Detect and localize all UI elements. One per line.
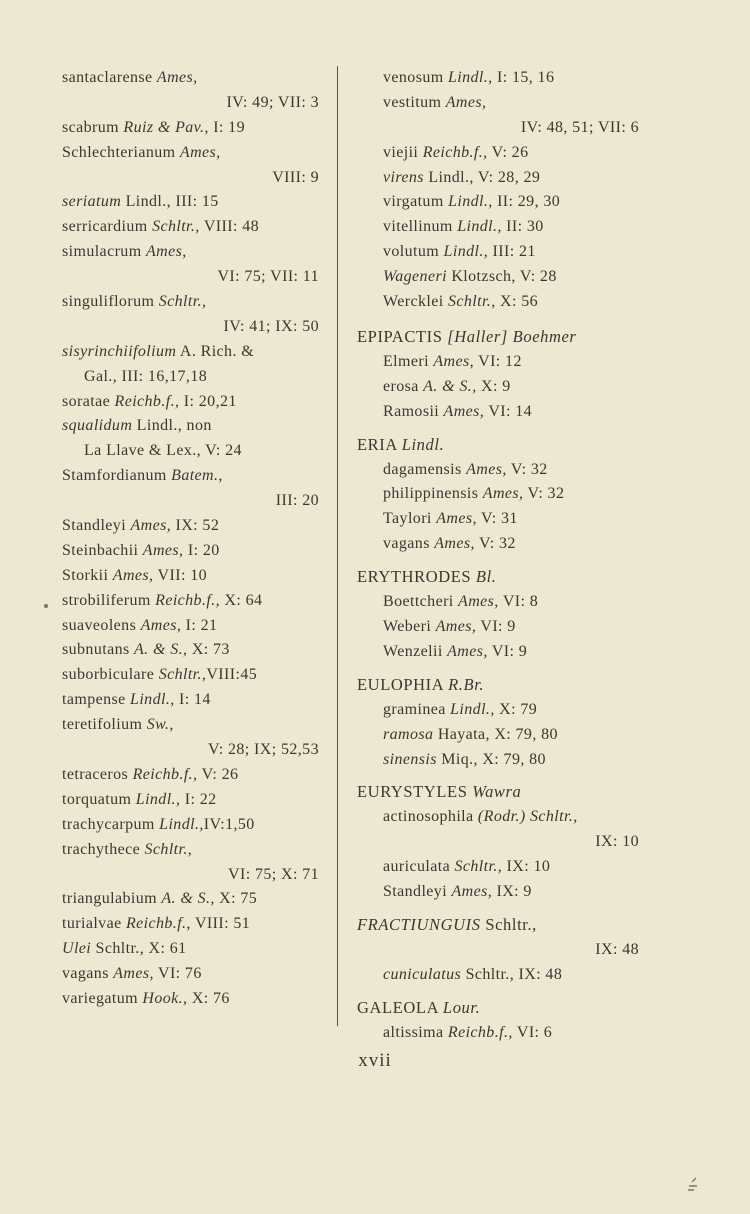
index-entry: variegatum Hook., X: 76 xyxy=(62,989,230,1007)
index-entry-synonym: ramosa Hayata, X: 79, 80 xyxy=(383,725,558,743)
index-entry-synonym: seriatum Lindl., III: 15 xyxy=(62,193,219,211)
genus-heading: ERYTHRODES Bl. xyxy=(357,567,497,587)
margin-mark-icon xyxy=(686,1176,700,1192)
index-entry-synonym: sisyrinchiifolium A. Rich. & xyxy=(62,342,255,360)
index-entry-synonym: virens Lindl., V: 28, 29 xyxy=(383,168,541,186)
index-entry: actinosophila (Rodr.) Schltr., xyxy=(383,808,578,826)
index-entry-continuation: VIII: 9 xyxy=(272,168,319,186)
index-entry: Weberi Ames, VI: 9 xyxy=(383,618,516,636)
index-entry: philippinensis Ames, V: 32 xyxy=(383,485,565,503)
index-entry: singuliflorum Schltr., xyxy=(62,293,207,311)
index-entry: venosum Lindl., I: 15, 16 xyxy=(383,69,555,86)
index-column-right xyxy=(357,66,657,1046)
index-entry: strobiliferum Reichb.f., X: 64 xyxy=(62,591,263,609)
index-entry: Wercklei Schltr., X: 56 xyxy=(383,293,539,311)
index-entry: Elmeri Ames, VI: 12 xyxy=(383,352,522,370)
index-entry: auriculata Schltr., IX: 10 xyxy=(383,858,551,876)
index-entry: erosa A. & S., X: 9 xyxy=(383,377,511,395)
index-entry: Stamfordianum Batem., xyxy=(62,467,223,485)
index-entry: volutum Lindl., III: 21 xyxy=(383,243,536,261)
genus-heading: GALEOLA Lour. xyxy=(357,997,481,1017)
index-entry: vagans Ames, VI: 76 xyxy=(62,965,202,983)
index-entry-continuation: IV: 49; VII: 3 xyxy=(226,93,319,111)
index-entry: torquatum Lindl., I: 22 xyxy=(62,790,217,808)
genus-heading: EURYSTYLES Wawra xyxy=(357,782,522,802)
index-entry-synonym: squalidum Lindl., non xyxy=(62,417,212,435)
index-entry: teretifolium Sw., xyxy=(62,716,174,734)
index-entry: Storkii Ames, VII: 10 xyxy=(62,566,207,584)
index-entry-continuation: IV: 41; IX: 50 xyxy=(223,317,319,335)
index-entry-continuation: IV: 48, 51; VII: 6 xyxy=(520,118,639,136)
genus-heading: EULOPHIA R.Br. xyxy=(357,674,485,694)
index-entry-continuation: III: 20 xyxy=(275,492,319,510)
index-entry: soratae Reichb.f., I: 20,21 xyxy=(62,392,237,410)
index-entry-synonym: sinensis Miq., X: 79, 80 xyxy=(383,750,546,768)
index-entry: Standleyi Ames, IX: 9 xyxy=(383,883,532,901)
index-entry: Ramosii Ames, VI: 14 xyxy=(383,402,533,420)
index-entry-synonym: Ulei Schltr., X: 61 xyxy=(62,940,187,958)
index-entry: tampense Lindl., I: 14 xyxy=(62,691,211,709)
index-entry: virgatum Lindl., II: 29, 30 xyxy=(383,193,561,211)
index-entry: triangulabium A. & S., X: 75 xyxy=(62,890,258,908)
index-entry: trachycarpum Lindl.,IV:1,50 xyxy=(62,815,255,833)
index-column-left xyxy=(62,66,327,1012)
index-entry: Taylori Ames, V: 31 xyxy=(383,510,518,528)
index-entry-synonym: Wageneri Klotzsch, V: 28 xyxy=(383,268,557,286)
genus-heading-synonym: FRACTIUNGUIS Schltr., xyxy=(357,915,537,935)
index-entry: vestitum Ames, xyxy=(383,93,487,111)
index-entry-continuation: La Llave & Lex., V: 24 xyxy=(84,442,242,460)
index-entry: Steinbachii Ames, I: 20 xyxy=(62,541,220,559)
index-entry: turialvae Reichb.f., VIII: 51 xyxy=(62,915,251,933)
index-entry: dagamensis Ames, V: 32 xyxy=(383,460,548,478)
index-entry: subnutans A. & S., X: 73 xyxy=(62,641,230,659)
index-entry: Standleyi Ames, IX: 52 xyxy=(62,517,220,535)
genus-heading: ERIA Lindl. xyxy=(357,434,445,454)
index-entry: vitellinum Lindl., II: 30 xyxy=(383,218,544,236)
index-entry: Schlechterianum Ames, xyxy=(62,143,221,161)
index-entry: vagans Ames, V: 32 xyxy=(383,535,516,553)
index-entry-continuation: VI: 75; X: 71 xyxy=(228,865,319,883)
index-entry: Wenzelii Ames, VI: 9 xyxy=(383,642,528,660)
index-entry-synonym: cuniculatus Schltr., IX: 48 xyxy=(383,965,563,983)
page-number: xvii xyxy=(358,1050,392,1071)
index-entry: suaveolens Ames, I: 21 xyxy=(62,616,218,634)
column-divider xyxy=(337,66,338,1026)
print-speck xyxy=(44,604,48,608)
index-entry-continuation: Gal., III: 16,17,18 xyxy=(84,367,208,385)
index-entry-continuation: IX: 10 xyxy=(595,833,639,851)
index-entry-continuation: IX: 48 xyxy=(595,941,639,959)
index-entry: graminea Lindl., X: 79 xyxy=(383,700,538,718)
index-entry: serricardium Schltr., VIII: 48 xyxy=(62,218,260,236)
index-entry: simulacrum Ames, xyxy=(62,243,187,261)
index-entry: tetraceros Reichb.f., V: 26 xyxy=(62,765,239,783)
index-entry: Boettcheri Ames, VI: 8 xyxy=(383,593,539,611)
index-entry-continuation: VI: 75; VII: 11 xyxy=(217,268,319,286)
index-entry: santaclarense Ames, xyxy=(62,69,198,86)
index-entry: suborbiculare Schltr.,VIII:45 xyxy=(62,666,258,684)
index-entry-continuation: V: 28; IX; 52,53 xyxy=(208,741,319,759)
index-entry: altissima Reichb.f., VI: 6 xyxy=(383,1023,553,1041)
index-entry: trachythece Schltr., xyxy=(62,840,193,858)
index-entry: scabrum Ruiz & Pav., I: 19 xyxy=(62,118,245,136)
genus-heading: EPIPACTIS [Haller] Boehmer xyxy=(357,326,577,346)
index-entry: viejii Reichb.f., V: 26 xyxy=(383,143,529,161)
